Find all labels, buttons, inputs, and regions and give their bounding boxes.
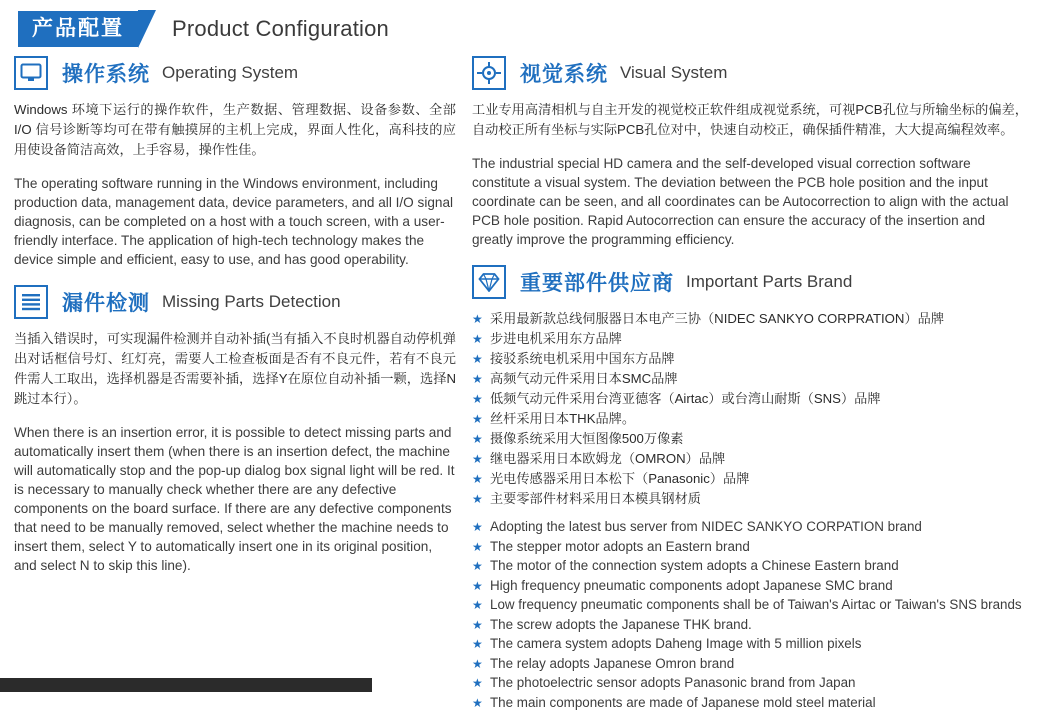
star-icon: ★ [472,372,483,386]
star-icon: ★ [472,695,483,710]
star-icon: ★ [472,520,483,534]
parts-brand-list-cn [472,309,1028,509]
header-tag-label: 产品配置 [32,17,124,40]
list-item [472,409,1028,429]
list-item [472,615,1028,635]
list-item-label: High frequency pneumatic components adopt Japanese SMC brand [490,577,893,593]
section-heading [14,56,456,90]
visual-system-body-en: The industrial special HD camera and the self-developed visual correction software constitute a visual system. The deviation between the PCB hole position and the input coordinate can be seen, and all coordinates can be Autocorrection to align with the actual PCB hole position. Rapid Autocorrection can ensure the accuracy of the insertion and greatly improve the programming efficiency. [472,156,1009,247]
section-missing-parts [14,285,456,575]
list-item-label: 低频气动元件采用台湾亚德客（Airtac）或台湾山耐斯（SNS）品牌 [490,391,881,406]
list-item-label: 接驳系统电机采用中国东方品牌 [490,351,675,366]
diamond-icon [472,265,506,299]
star-icon: ★ [472,656,483,671]
list-item-label: The motor of the connection system adopts a Chinese Eastern brand [490,558,899,573]
star-icon: ★ [472,472,483,486]
list-item [472,389,1028,409]
section-parts-brand [472,265,1028,712]
section-heading [472,56,1028,90]
list-item-label: 继电器采用日本欧姆龙（OMRON）品牌 [490,451,726,466]
list-item-label: The screw adopts the Japanese THK brand. [490,616,752,632]
section-title-cn: 重要部件供应商 [520,272,674,295]
section-operating-system [14,56,456,269]
target-crosshair-icon [472,56,506,90]
list-item [472,517,1028,537]
star-icon: ★ [472,452,483,466]
page-title: Product Configuration [172,16,389,41]
star-icon: ★ [472,332,483,346]
list-item [472,537,1028,557]
list-item-label: 步进电机采用东方品牌 [490,331,622,346]
parts-brand-list-en [472,517,1028,712]
header-tag-arrow [138,10,156,48]
list-item [472,634,1028,654]
list-item-label: The stepper motor adopts an Eastern brand [490,538,750,554]
list-item-label: The main components are made of Japanese mold steel material [490,694,876,710]
list-item-label: Adopting the latest bus server from NIDEC SANKYO CORPATION brand [490,519,922,534]
list-item [472,469,1028,489]
missing-parts-body-cn: 当插入错误时，可实现漏件检测并自动补插(当有插入不良时机器自动停机弹出对话框信号灯、红灯亮，需要人工检查板面是否有不良元件，若有不良元件需人工取出，选择机器是否需要补插，选择Y在原位自动补插一颗，选择N跳过本行）。 [14,331,456,406]
star-icon: ★ [472,412,483,426]
star-icon: ★ [472,432,483,446]
section-visual-system [472,56,1028,249]
list-item [472,489,1028,509]
list-item [472,595,1028,615]
section-heading [472,265,1028,299]
list-item [472,329,1028,349]
missing-parts-body-en: When there is an insertion error, it is possible to detect missing parts and automatically insert them (when there is an insertion defect, the machine will automatically stop and the pop-up dialog box signal light will be red. It is necessary to manually check whether there are any defective components on the board surface. If there are any defective components that need to be manually removed, select whether the machine needs to insert them, select Y to automatically insert one in its original position, and select N to skip this line). [14,425,455,573]
list-item [472,349,1028,369]
section-heading [14,285,456,319]
list-item-label: The photoelectric sensor adopts Panasonic brand from Japan [490,675,856,690]
star-icon: ★ [472,352,483,366]
star-icon: ★ [472,392,483,406]
right-column [472,56,1028,718]
list-item [472,369,1028,389]
star-icon: ★ [472,312,483,326]
list-item [472,693,1028,713]
star-icon: ★ [472,676,483,690]
list-item-label: Low frequency pneumatic components shall be of Taiwan's Airtac or Taiwan's SNS brands [490,597,1022,612]
list-item [472,429,1028,449]
list-item-label: 摄像系统采用大恒图像500万像素 [490,431,684,446]
star-icon: ★ [472,539,483,554]
monitor-icon [14,56,48,90]
section-title-cn: 漏件检测 [62,292,150,315]
list-item [472,449,1028,469]
star-icon: ★ [472,492,483,506]
list-item [472,556,1028,576]
section-title-en: Important Parts Brand [686,272,853,291]
header-tag [18,11,138,47]
list-item-label: 采用最新款总线伺服器日本电产三协（NIDEC SANKYO CORPRATION）品牌 [490,311,945,326]
section-title-cn: 视觉系统 [520,63,608,86]
list-item [472,673,1028,693]
star-icon: ★ [472,598,483,612]
list-item-label: The relay adopts Japanese Omron brand [490,655,735,671]
section-title-cn: 操作系统 [62,63,150,86]
page-header [18,10,389,48]
page-bottom-strip [0,678,372,692]
list-item-label: 高频气动元件采用日本SMC品牌 [490,371,678,386]
list-item [472,576,1028,596]
list-item-label: 光电传感器采用日本松下（Panasonic）品牌 [490,471,750,486]
operating-system-body-en: The operating software running in the Windows environment, including production data, management data, device parameters, and all I/O signal diagnosis, can be completed on a host with a touch screen, with a user-friendly interface. The application of high-tech technology makes the device simple and efficient, easy to use, and has good operability. [14,176,454,267]
list-item [472,654,1028,674]
section-title-en: Visual System [620,63,728,82]
operating-system-body-cn: Windows 环境下运行的操作软件，生产数据、管理数据、设备参数、全部 I/O 信号诊断等均可在带有触摸屏的主机上完成，界面人性化，高科技的应用使设备简洁高效，上手容易，操作性佳。 [14,102,456,157]
list-item-label: 丝杆采用日本THK品牌。 [490,411,636,426]
star-icon: ★ [472,578,483,593]
star-icon: ★ [472,617,483,632]
section-title-en: Missing Parts Detection [162,292,341,311]
list-lines-icon [14,285,48,319]
star-icon: ★ [472,559,483,573]
list-item-label: The camera system adopts Daheng Image with 5 million pixels [490,636,862,651]
list-item [472,309,1028,329]
list-item-label: 主要零部件材料采用日本模具钢材质 [490,491,701,506]
visual-system-body-cn: 工业专用高清相机与自主开发的视觉校正软件组成视觉系统，可视PCB孔位与所输坐标的偏差，自动校正所有坐标与实际PCB孔位对中，快速自动校正，确保插件精准，大大提高编程效率。 [472,102,1028,137]
star-icon: ★ [472,637,483,651]
left-column [14,56,456,591]
section-title-en: Operating System [162,63,299,82]
